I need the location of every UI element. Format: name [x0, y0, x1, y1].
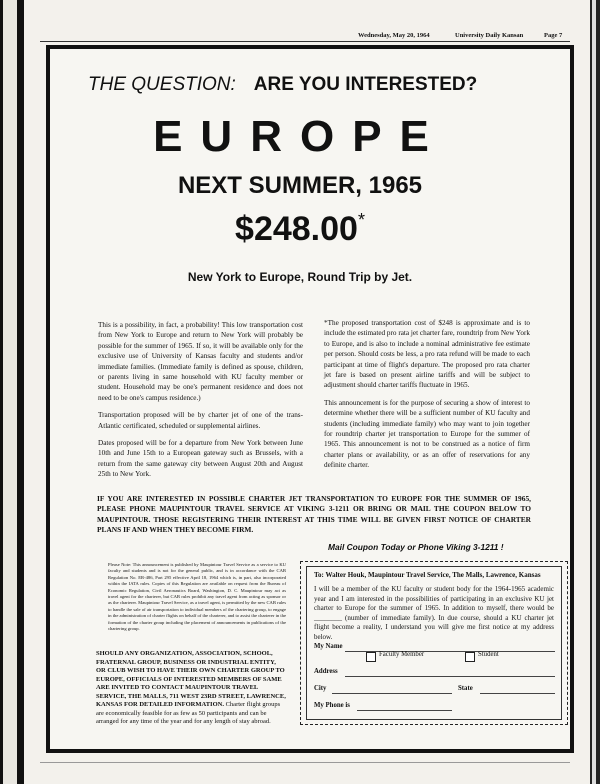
coupon-pledge: I will be a member of the KU faculty or student body for the 1964-1965 academic year and I am interested in the possibilities of participating in an exclusive KU jet charter to Europe for the summer of 1965. In addition to myself, there would be ________ (number of immediate family). In due course, should a KU charter jet flight become a reality, I understand you will give me first notice at my address below.	[314, 585, 554, 641]
group-notice-caps: SHOULD ANY ORGANIZATION, ASSOCIATION, SCHOOL, FRATERNAL GROUP, BUSINESS OR INDUSTRIAL ENTITY, OR CLUB WISH TO HAVE THEIR OWN CHARTER GROUP TO EUROPE, OFFICIALS OF INTERESTED MEMBERS OF SAME ARE INVITED TO CONTACT MAUPINTOUR TRAVEL SERVICE, THE MALLS, 711 WEST 23RD STREET, LAWRENCE, KANSAS FOR DETAILED INFORMATION.	[96, 650, 286, 708]
coupon-addressee: To: Walter Houk, Maupintour Travel Service, The Malls, Lawrence, Kansas	[314, 571, 541, 579]
faculty-label: Faculty Member	[379, 651, 425, 658]
fine-print-text: Please Note: This announcement is published by Maupintour Travel Service as a service to KU faculty and students and is not for the general public, and is in accordance with the CAB Regulation No. ER-486, Part 295 effective April 18, 1964 which is, in part, also incorporated within the IATA rules. Copies of this Regulation are available on request from the Bureau of Economic Regulation, Civil Aeronautics Board, Washington, D. C. Maupintour may act as travel agent for the charterer, but CAB rules prohibit any travel agent from acting as sponsor or as the charterer. Maupintour Travel Service, as a travel agent, is permitted by the new CAB rules to handle the sale of air transportation to individual members of the chartering group, to engage in the administration of charter flights on behalf of the charterer, and to assist the charterer in the formation of the charter group including the placement of announcements in publications of the chartering group.	[108, 562, 286, 632]
address-field[interactable]	[345, 676, 555, 677]
left-paragraph: Transportation proposed will be by charter jet of one of the trans-Atlantic certificated, scheduled or supplemental airlines.	[98, 411, 303, 430]
phone-label: My Phone is	[314, 702, 350, 709]
right-paragraph: *The proposed transportation cost of $248 is approximate and is to include the estimated pro rata jet charter fare, roundtrip from New York to Europe, and is also to include a nominal administrative fee estimate per person. Should costs be less, a pro rata refund will be made to each participant at time of flight's departure. The proposed pro rata charter jet fare is based on present airline tariffs and will be subject to adjustment should charter tariffs fluctuate in 1965.	[324, 319, 530, 390]
masthead-date: Wednesday, May 20, 1964	[358, 32, 430, 39]
group-notice-tail: Charter flight groups are economically feasible for as few as 50 participants and can be arranged for any time of the year and for any length of stay abroad.	[96, 701, 281, 725]
faculty-checkbox[interactable]	[366, 652, 376, 662]
state-label: State	[458, 685, 473, 692]
subhead: NEXT SUMMER, 1965	[177, 172, 423, 199]
city-label: City	[314, 685, 327, 692]
phone-field[interactable]	[357, 710, 452, 711]
left-column	[98, 320, 303, 487]
mail-call: Mail Coupon Today or Phone Viking 3-1211 !	[328, 542, 504, 552]
price-asterisk: *	[357, 210, 365, 230]
route-line: New York to Europe, Round Trip by Jet.	[187, 270, 413, 284]
name-field[interactable]	[345, 651, 555, 652]
left-paragraph: Dates proposed will be for a departure from New York between June 10th and June 15th to a European gateway such as Brussels, with a return from the same gateway city between August 20th and August 25th to New York.	[98, 439, 303, 479]
student-checkbox[interactable]	[465, 652, 475, 662]
left-paragraph: This is a possibility, in fact, a probability! This low transportation cost from New York to Europe and return to New York will probably be possible for the summer of 1965. If so, it will be available only for the exclusive use of University of Kansas faculty and students and/or immediate families. (Immediate family is defined as spouse, children, or parents living in same household with KU faculty member or student. Household may be one's permanent residence and does not need to be one's campus residence.)	[98, 321, 303, 402]
state-field[interactable]	[480, 693, 555, 694]
name-label: My Name	[314, 643, 343, 650]
page-bottom-rule	[40, 762, 570, 763]
masthead-rule	[40, 41, 570, 42]
price	[0, 210, 600, 249]
price-value: $248.00	[235, 210, 358, 248]
masthead-paper: University Daily Kansan	[455, 32, 524, 39]
right-column	[324, 318, 530, 478]
fine-print	[96, 562, 286, 632]
question-text: ARE YOU INTERESTED?	[253, 74, 478, 95]
question-line	[88, 74, 477, 96]
interest-notice: IF YOU ARE INTERESTED IN POSSIBLE CHARTER JET TRANSPORTATION TO EUROPE FOR THE SUMMER OF 1965, PLEASE PHONE MAUPINTOUR TRAVEL SERVICE AT VIKING 3-1211 OR BRING OR MAIL THE COUPON BELOW TO MAUPINTOUR. THOSE REGISTERING THEIR INTEREST AT THIS TIME WILL BE GIVEN FIRST NOTICE OF CHARTER PLANS IF AND WHEN THEY BECOME FIRM.	[97, 494, 531, 535]
address-label: Address	[314, 668, 338, 675]
right-paragraph: This announcement is for the purpose of securing a show of interest to determine whether there will be a sufficient number of KU faculty and students (including immediate family) who may want to join together for roundtrip charter jet transportation to Europe for the summer of 1965. This announcement is not to be construed as a notice of firm charter plans or availability, or as an offer of reservations for any definite charter.	[324, 398, 530, 470]
headline: EUROPE	[153, 112, 447, 161]
question-label: THE QUESTION:	[88, 74, 236, 95]
masthead-page: Page 7	[544, 32, 563, 39]
group-notice	[96, 650, 286, 727]
city-field[interactable]	[332, 693, 452, 694]
student-label: Student	[478, 651, 499, 658]
